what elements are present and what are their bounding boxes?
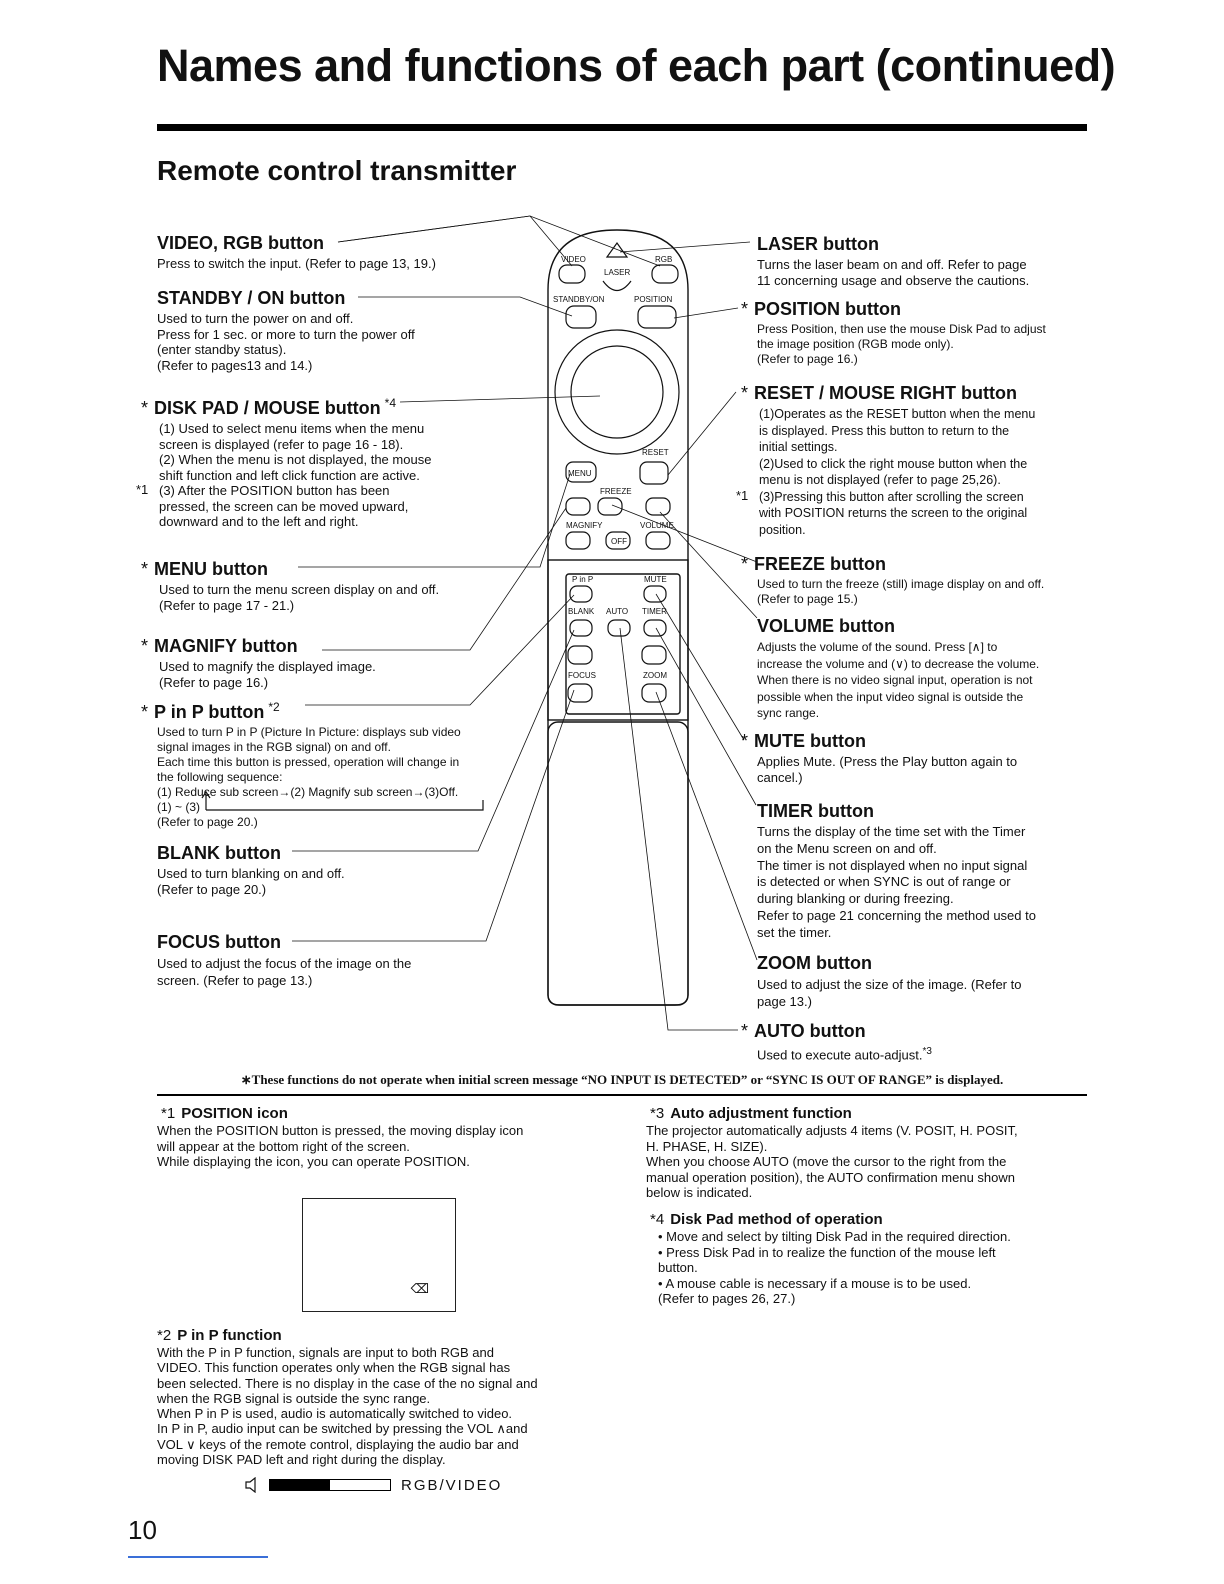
note-pinp-title: P in P function: [177, 1327, 282, 1344]
auto-asterisk: *: [741, 1021, 749, 1041]
focus-entry: [157, 931, 411, 989]
auto-desc: Used to execute auto-adjust.: [757, 1047, 923, 1063]
note-position-marker: *1: [161, 1105, 176, 1122]
video-key: [559, 265, 585, 283]
disk-pad-inner: [571, 346, 663, 438]
video-key-label: VIDEO: [561, 255, 586, 264]
video-rgb-title: VIDEO, RGB button: [157, 233, 324, 253]
reset-key: [640, 462, 668, 484]
magnify-entry: [141, 635, 376, 690]
mute-asterisk: *: [741, 731, 749, 751]
note-position-icon: [157, 1105, 607, 1170]
zoom-minus-key: [642, 684, 666, 702]
menu-asterisk: *: [141, 559, 149, 579]
mute-desc: Applies Mute. (Press the Play button again to cancel.): [757, 754, 1018, 785]
off-key-label: OFF: [611, 537, 627, 546]
disk-pad-title: DISK PAD / MOUSE button: [154, 398, 381, 418]
note-disk-pad-method: [650, 1211, 1086, 1307]
standby-key-label: STANDBY/ON: [553, 295, 605, 304]
pinp-key: [570, 586, 592, 602]
note-disk-marker: *4: [650, 1211, 665, 1228]
disk-pad-entry: [141, 392, 431, 530]
reset-desc: (1)Operates as the RESET button when the menu is displayed. Press this button to return to the initial settings. (2)Used to click the right mouse button when the menu is not displayed (refer to page 25,26). (3)Pressing this button after scrolling the screen with POSITION returns the screen to the original position.: [759, 407, 1036, 537]
freeze-desc: Used to turn the freeze (still) image display on and off. (Refer to page 15.): [757, 577, 1045, 606]
mute-entry: [741, 730, 1017, 785]
blank-entry: [157, 842, 345, 897]
note-disk-title: Disk Pad method of operation: [670, 1211, 883, 1228]
note-disk-desc: • Move and select by tilting Disk Pad in the required direction. • Press Disk Pad in to realize the function of the mouse left button. • A mouse cable is necessary if a mouse is to be used. (Refer to pages 26, 27.): [658, 1229, 1011, 1306]
auto-key-label: AUTO: [606, 607, 629, 616]
timer-title: TIMER button: [757, 801, 874, 821]
volume-up-key: [646, 498, 670, 515]
standby-entry: [157, 287, 415, 373]
menu-key-label: MENU: [568, 469, 592, 478]
volume-down-key: [646, 532, 670, 549]
reset-entry: [741, 382, 1035, 538]
magnify-key-label: MAGNIFY: [566, 521, 603, 530]
note-pinp-function: [157, 1327, 607, 1467]
page-number: 10: [128, 1515, 157, 1545]
focus-desc: Used to adjust the focus of the image on the screen. (Refer to page 13.): [157, 956, 412, 988]
magnify-asterisk: *: [141, 636, 149, 656]
reset-asterisk: *: [741, 383, 749, 403]
mute-title: MUTE button: [754, 731, 866, 751]
freeze-key: [598, 498, 622, 515]
mute-key: [644, 586, 666, 602]
focus-minus-key: [568, 684, 592, 702]
audio-level-fill: [270, 1480, 330, 1490]
note-position-desc: When the POSITION button is pressed, the moving display icon will appear at the bottom right of the screen. While displaying the icon, you can operate POSITION.: [157, 1123, 524, 1169]
position-screen-box: [302, 1198, 456, 1312]
auto-entry: [741, 1020, 932, 1063]
position-entry: [741, 298, 1046, 367]
menu-title: MENU button: [154, 559, 268, 579]
volume-desc: Adjusts the volume of the sound. Press [∧] to increase the volume and (∨) to decrease the volume. When there is no video signal input, operation is not possible when the input video signal is outside the sync range.: [757, 640, 1040, 720]
audio-bar-label: RGB/VIDEO: [401, 1476, 503, 1494]
auto-title: AUTO button: [754, 1021, 866, 1041]
position-title: POSITION button: [754, 299, 901, 319]
note-pinp-marker: *2: [157, 1327, 172, 1344]
magnify-desc: Used to magnify the displayed image. (Refer to page 16.): [159, 659, 376, 690]
pinp-desc: Used to turn P in P (Picture In Picture: displays sub video signal images in the RGB signal) on and off. Each time this button is pressed, operation will change in the following sequence: (1) Reduce sub screen→(2) Magnify sub screen→(3)Off. (1) ~ (3) (Refer to page 20.): [157, 725, 461, 829]
pinp-cycle-arrow: [200, 790, 490, 812]
remote-key-labels: [553, 255, 674, 680]
disk-pad-sup: *4: [384, 396, 397, 410]
timer-desc: Turns the display of the time set with the Timer on the Menu screen on and off. The timer is not displayed when no input signal is detected or when SYNC is out of range or during blanking or during freezing. Refer to page 21 concerning the method used to set the timer.: [757, 824, 1036, 940]
mute-key-label: MUTE: [644, 575, 667, 584]
timer-key-label: TIMER: [642, 607, 667, 616]
rgb-key: [652, 265, 678, 283]
standby-key: [566, 306, 596, 328]
note-auto-adjust: [646, 1105, 1086, 1201]
magnify-plus-key: [566, 498, 590, 515]
note-auto-marker: *3: [650, 1105, 665, 1122]
laser-title: LASER button: [757, 234, 879, 254]
note-position-title: POSITION icon: [181, 1105, 288, 1122]
section-title: Remote control transmitter: [157, 155, 517, 186]
freeze-asterisk: *: [741, 554, 749, 574]
magnify-minus-key: [566, 532, 590, 549]
disk-pad-asterisk: *: [141, 398, 149, 418]
menu-entry: [141, 558, 439, 613]
footnote: ∗These functions do not operate when initial screen message “NO INPUT IS DETECTED” or “SYNC IS OUT OF RANGE” is displayed.: [240, 1072, 1004, 1087]
volume-title: VOLUME button: [757, 616, 895, 636]
laser-entry: [757, 233, 1029, 288]
audio-level-bar: [269, 1479, 391, 1491]
freeze-entry: [741, 553, 1044, 607]
laser-desc: Turns the laser beam on and off. Refer to page 11 concerning usage and observe the cautions.: [757, 257, 1030, 288]
standby-title: STANDBY / ON button: [157, 288, 346, 308]
page-title: Names and functions of each part (continued): [157, 40, 1116, 91]
audio-bar: [245, 1475, 502, 1495]
pinp-key-label: P in P: [572, 575, 594, 584]
blank-key-label: BLANK: [568, 607, 595, 616]
standby-desc: Used to turn the power on and off. Press for 1 sec. or more to turn the power off (enter standby status). (Refer to pages13 and 14.): [157, 311, 415, 373]
speaker-icon: [245, 1477, 259, 1493]
reset-key-label: RESET: [642, 448, 669, 457]
reset-title: RESET / MOUSE RIGHT button: [754, 383, 1018, 403]
disk-pad-marker: *1: [136, 482, 149, 497]
reset-marker: *1: [736, 488, 749, 503]
position-key: [638, 306, 676, 328]
position-key-label: POSITION: [634, 295, 673, 304]
blank-desc: Used to turn blanking on and off. (Refer to page 20.): [157, 866, 345, 897]
volume-entry: [757, 615, 1039, 722]
volume-key-label: VOLUME: [640, 521, 674, 530]
zoom-desc: Used to adjust the size of the image. (Refer to page 13.): [757, 977, 1022, 1009]
zoom-key-label: ZOOM: [643, 671, 667, 680]
pinp-title: P in P button: [154, 702, 265, 722]
rgb-key-label: RGB: [655, 255, 673, 264]
laser-warning-icon: [607, 243, 627, 257]
bottom-link-underline[interactable]: [128, 1556, 268, 1558]
video-rgb-desc: Press to switch the input. (Refer to page 13, 19.): [157, 256, 436, 271]
pinp-asterisk: *: [141, 702, 149, 722]
disk-pad-outer: [555, 330, 679, 454]
zoom-plus-key: [642, 646, 666, 664]
zoom-entry: [757, 952, 1021, 1010]
footnote-rule: [157, 1094, 1087, 1096]
disk-pad-desc: (1) Used to select menu items when the menu screen is displayed (refer to page 16 - 18). (2) When the menu is not displayed, the mouse shift function and left click function are active. (3) After the POSITION button has been pressed, the screen can be moved upward, downward and to the left and right.: [159, 421, 432, 529]
timer-key: [644, 620, 666, 636]
timer-entry: [757, 800, 1036, 942]
blank-title: BLANK button: [157, 843, 281, 863]
position-desc: Press Position, then use the mouse Disk Pad to adjust the image position (RGB mode only). (Refer to page 16.): [757, 322, 1046, 366]
position-asterisk: *: [741, 299, 749, 319]
pinp-sup: *2: [268, 700, 280, 714]
note-auto-desc: The projector automatically adjusts 4 items (V. POSIT, H. POSIT, H. PHASE, H. SIZE). When you choose AUTO (move the cursor to the right from the manual operation position), the AUTO confirmation menu shown below is indicated.: [646, 1123, 1018, 1200]
auto-key: [608, 620, 630, 636]
zoom-title: ZOOM button: [757, 953, 872, 973]
freeze-key-label: FREEZE: [600, 487, 632, 496]
focus-key-label: FOCUS: [568, 671, 596, 680]
focus-title: FOCUS button: [157, 932, 281, 952]
note-pinp-desc: With the P in P function, signals are input to both RGB and VIDEO. This function operates only when the RGB signal has been selected. There is no display in the case of the no signal and when the RGB signal is outside the sync range. When P in P is used, audio is automatically switched to video. In P in P, audio input can be switched by pressing the VOL ∧and VOL ∨ keys of the remote control, displaying the audio bar and moving DISK PAD left and right during the display.: [157, 1345, 538, 1468]
blank-key: [570, 620, 592, 636]
focus-plus-key: [568, 646, 592, 664]
video-rgb-entry: [157, 232, 436, 272]
note-auto-title: Auto adjustment function: [670, 1105, 852, 1122]
menu-desc: Used to turn the menu screen display on and off. (Refer to page 17 - 21.): [159, 582, 440, 613]
freeze-title: FREEZE button: [754, 554, 886, 574]
auto-sup: *3: [922, 1046, 932, 1057]
position-cursor-icon: ⌫: [410, 1281, 429, 1296]
laser-key-label: LASER: [604, 268, 631, 277]
magnify-title: MAGNIFY button: [154, 636, 298, 656]
laser-key: [603, 281, 631, 291]
